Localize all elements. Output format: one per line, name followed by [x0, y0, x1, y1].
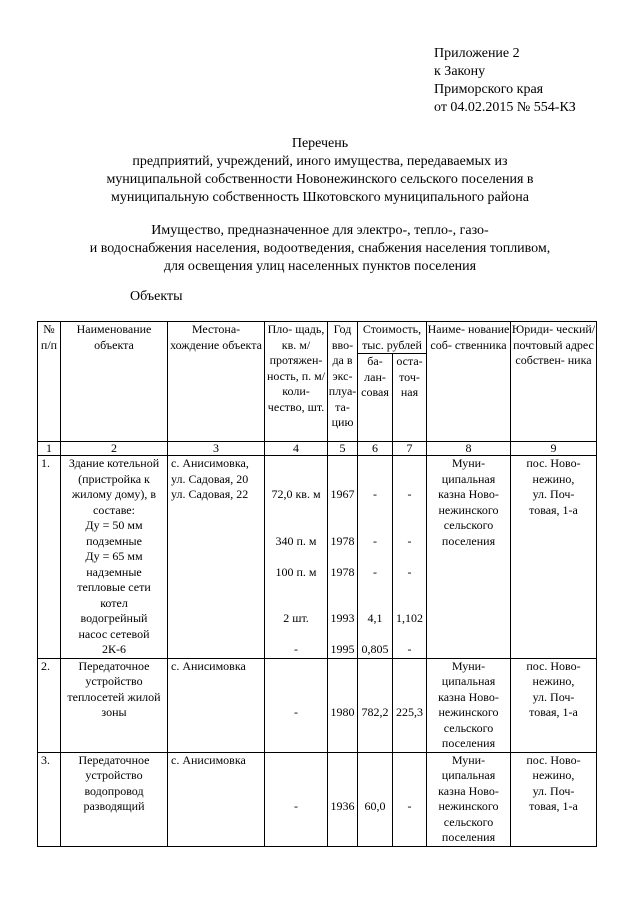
- balance-line: [358, 674, 392, 690]
- balance-line: [358, 690, 392, 706]
- year-line: 1980: [330, 705, 355, 719]
- owner-line: Муни-: [451, 456, 486, 470]
- year-line: [328, 784, 357, 800]
- area-line: [265, 830, 327, 846]
- cell-area: [265, 658, 328, 752]
- subtitle-line: для освещения улиц населенных пунктов поселения: [163, 259, 477, 274]
- location-line: ул. Садовая, 20: [171, 471, 249, 486]
- residual-line: [393, 768, 426, 784]
- table-row: [38, 658, 597, 752]
- year-line: [328, 736, 357, 752]
- balance-line: 0,805: [361, 642, 389, 656]
- name-line: теплосетей жилой: [67, 689, 161, 704]
- residual-line: -: [407, 799, 412, 813]
- address-line: ул. Поч-: [532, 689, 575, 704]
- cell-residual: [393, 752, 427, 846]
- owner-line: нежинского: [438, 705, 499, 719]
- title-line: Перечень: [291, 136, 349, 151]
- area-line: [265, 736, 327, 752]
- appendix-line: Приморского края: [434, 82, 544, 97]
- name-line: разводящий: [83, 799, 145, 813]
- cell-year: [328, 658, 358, 752]
- year-line: [328, 503, 357, 519]
- area-line: [265, 674, 327, 690]
- area-line: [265, 784, 327, 800]
- name-line: надземные: [86, 564, 142, 579]
- name-line: Ду = 50 мм: [85, 518, 143, 532]
- residual-line: [393, 503, 426, 519]
- location-line: с. Анисимовка: [171, 752, 246, 767]
- col-number: 1: [38, 442, 61, 456]
- cell-name: [61, 658, 168, 752]
- name-line: тепловые сети: [77, 580, 151, 594]
- year-line: [328, 830, 357, 846]
- header-year: Год вво- да в экс- плуа- та- цию: [328, 322, 358, 442]
- owner-line: поселения: [441, 533, 496, 548]
- owner-line: ципальная: [441, 674, 496, 688]
- cell-balance: [358, 752, 393, 846]
- residual-line: [393, 627, 426, 643]
- appendix-line: от 04.02.2015 № 554-КЗ: [434, 100, 576, 115]
- balance-line: [358, 736, 392, 752]
- area-line: 340 п. м: [275, 533, 317, 548]
- balance-line: [358, 815, 392, 831]
- balance-line: [358, 549, 392, 565]
- balance-line: 782,2: [361, 705, 389, 719]
- address-line: пос. Ново-: [526, 456, 581, 470]
- property-table: [37, 321, 597, 847]
- location-line: ул. Садовая, 22: [171, 487, 249, 501]
- area-line: -: [294, 642, 298, 656]
- owner-line: ципальная: [441, 768, 496, 782]
- cell-name: [61, 752, 168, 846]
- area-line: [265, 753, 327, 769]
- header-cost-balance: ба- лан- совая: [358, 354, 393, 442]
- residual-line: [393, 659, 426, 675]
- owner-line: поселения: [441, 830, 496, 844]
- table-row: [38, 456, 597, 659]
- col-number: 3: [168, 442, 265, 456]
- owner-line: нежинского: [438, 502, 499, 517]
- name-line: водогрейный: [80, 611, 148, 625]
- name-line: [61, 830, 167, 846]
- header-area: Пло- щадь, кв. м/ протяжен- ность, п. м/ коли- чество, шт.: [265, 322, 328, 442]
- year-line: [328, 580, 357, 596]
- balance-line: 60,0: [364, 799, 386, 813]
- area-line: [265, 768, 327, 784]
- name-line: зоны: [101, 705, 127, 719]
- document-title: [0, 135, 640, 207]
- balance-line: [358, 472, 392, 488]
- owner-line: Муни-: [451, 752, 486, 767]
- title-line: муниципальную собственность Шкотовского муниципального района: [111, 190, 529, 205]
- section-label: Объекты: [130, 289, 183, 304]
- col-number: 2: [61, 442, 168, 456]
- name-line: 2К-6: [102, 642, 126, 656]
- year-line: [328, 627, 357, 643]
- area-line: [265, 518, 327, 534]
- cell-location: [168, 456, 265, 659]
- residual-line: [393, 736, 426, 752]
- name-line: Передаточное: [78, 752, 150, 767]
- residual-line: [393, 596, 426, 612]
- balance-line: [358, 456, 392, 472]
- area-line: 2 шт.: [283, 611, 309, 625]
- residual-line: 225,3: [396, 705, 423, 719]
- name-line: насос сетевой: [78, 626, 150, 641]
- title-line: предприятий, учреждений, иного имущества, передаваемых из: [132, 154, 508, 169]
- balance-line: [358, 503, 392, 519]
- owner-line: поселения: [441, 736, 496, 750]
- area-line: 72,0 кв. м: [271, 487, 321, 501]
- area-line: [265, 472, 327, 488]
- col-number: 7: [393, 442, 427, 456]
- area-line: [265, 456, 327, 472]
- balance-line: [358, 753, 392, 769]
- area-line: [265, 627, 327, 643]
- cell-address: [511, 658, 597, 752]
- balance-line: [358, 596, 392, 612]
- area-line: [265, 549, 327, 565]
- name-line: устройство: [85, 674, 143, 688]
- name-line: подземные: [86, 533, 142, 548]
- name-line: Передаточное: [78, 658, 150, 673]
- year-line: [328, 456, 357, 472]
- cell-balance: [358, 456, 393, 659]
- year-line: [328, 768, 357, 784]
- header-num: № п/п: [38, 322, 61, 442]
- residual-line: [393, 721, 426, 737]
- balance-line: [358, 659, 392, 675]
- year-line: 1995: [330, 642, 355, 656]
- year-line: [328, 815, 357, 831]
- row-number: 2.: [38, 658, 61, 752]
- cell-balance: [358, 658, 393, 752]
- owner-line: нежинского: [438, 799, 499, 813]
- address-line: товая, 1-а: [529, 502, 578, 517]
- residual-line: -: [407, 564, 412, 579]
- cell-location: [168, 752, 265, 846]
- balance-line: -: [373, 533, 377, 548]
- cell-area: [265, 752, 328, 846]
- year-line: 1978: [330, 533, 355, 548]
- cell-address: [511, 752, 597, 846]
- col-number: 8: [427, 442, 511, 456]
- address-line: ул. Поч-: [532, 487, 575, 501]
- year-line: [328, 596, 357, 612]
- balance-line: [358, 580, 392, 596]
- balance-line: -: [373, 564, 377, 579]
- year-line: [328, 674, 357, 690]
- year-line: [328, 721, 357, 737]
- area-line: [265, 596, 327, 612]
- owner-line: сельского: [443, 720, 494, 735]
- table-header-row: [38, 322, 597, 354]
- cell-address: [511, 456, 597, 659]
- residual-line: [393, 784, 426, 800]
- cell-residual: [393, 456, 427, 659]
- subtitle-line: и водоснабжения населения, водоотведения, снабжения населения топливом,: [89, 241, 551, 256]
- cell-owner: [427, 658, 511, 752]
- balance-line: 4,1: [367, 611, 383, 625]
- residual-line: [393, 549, 426, 565]
- appendix-line: к Закону: [434, 64, 486, 79]
- residual-line: -: [407, 533, 412, 548]
- residual-line: -: [407, 642, 412, 656]
- address-line: нежино,: [532, 674, 575, 688]
- year-line: [328, 518, 357, 534]
- location-line: с. Анисимовка,: [171, 456, 249, 470]
- document-subtitle: [0, 222, 640, 276]
- col-number: 6: [358, 442, 393, 456]
- name-line: (пристройка к: [78, 471, 150, 486]
- subtitle-line: Имущество, предназначенное для электро-, тепло-, газо-: [151, 223, 489, 238]
- header-owner-address: Юриди- ческий/ почтовый адрес собствен- ника: [511, 322, 597, 442]
- owner-line: Муни-: [451, 658, 486, 673]
- row-number: 1.: [38, 456, 61, 659]
- year-line: 1967: [330, 487, 355, 501]
- name-line: Ду = 65 мм: [85, 549, 143, 563]
- balance-line: [358, 518, 392, 534]
- year-line: [328, 549, 357, 565]
- residual-line: 1,102: [396, 611, 423, 625]
- location-line: с. Анисимовка: [171, 658, 246, 673]
- name-line: [61, 721, 167, 737]
- address-line: ул. Поч-: [532, 783, 575, 798]
- balance-line: [358, 627, 392, 643]
- name-line: водопровод: [84, 783, 144, 798]
- owner-line: казна Ново-: [438, 487, 499, 501]
- header-cost-group: Стоимость, тыс. рублей: [358, 322, 427, 354]
- balance-line: [358, 768, 392, 784]
- residual-line: [393, 690, 426, 706]
- cell-year: [328, 752, 358, 846]
- owner-line: казна Ново-: [438, 689, 499, 704]
- cell-location: [168, 658, 265, 752]
- appendix-block: [434, 45, 576, 117]
- area-line: [265, 659, 327, 675]
- cell-area: [265, 456, 328, 659]
- name-line: устройство: [85, 768, 143, 782]
- area-line: [265, 503, 327, 519]
- residual-line: [393, 580, 426, 596]
- col-number: 4: [265, 442, 328, 456]
- header-cost-residual: оста- точ- ная: [393, 354, 427, 442]
- address-line: товая, 1-а: [529, 705, 578, 719]
- year-line: [328, 753, 357, 769]
- residual-line: [393, 830, 426, 846]
- owner-line: казна Ново-: [438, 783, 499, 798]
- name-line: жилому дому), в: [71, 487, 157, 501]
- column-number-row: [38, 442, 597, 456]
- cell-owner: [427, 752, 511, 846]
- residual-line: [393, 456, 426, 472]
- name-line: Здание котельной: [68, 456, 160, 470]
- area-line: 100 п. м: [275, 564, 317, 579]
- col-number: 9: [511, 442, 597, 456]
- address-line: пос. Ново-: [526, 658, 581, 673]
- year-line: [328, 659, 357, 675]
- address-line: нежино,: [532, 768, 575, 782]
- cell-year: [328, 456, 358, 659]
- owner-line: сельского: [443, 814, 494, 829]
- residual-line: [393, 472, 426, 488]
- name-line: составе:: [93, 502, 135, 517]
- area-line: -: [294, 705, 298, 719]
- area-line: [265, 690, 327, 706]
- title-line: муниципальной собственности Новонежинского сельского поселения в: [106, 172, 534, 187]
- year-line: 1978: [330, 564, 355, 579]
- year-line: 1993: [330, 611, 355, 625]
- address-line: нежино,: [532, 471, 575, 486]
- header-owner-name: Наиме- нование соб- ственника: [427, 322, 511, 442]
- balance-line: [358, 830, 392, 846]
- owner-line: ципальная: [441, 471, 496, 486]
- year-line: [328, 472, 357, 488]
- residual-line: [393, 815, 426, 831]
- year-line: [328, 690, 357, 706]
- name-line: [61, 736, 167, 752]
- residual-line: -: [407, 487, 412, 501]
- cell-residual: [393, 658, 427, 752]
- year-line: 1936: [330, 799, 355, 813]
- cell-owner: [427, 456, 511, 659]
- residual-line: [393, 674, 426, 690]
- area-line: [265, 815, 327, 831]
- area-line: [265, 580, 327, 596]
- col-number: 5: [328, 442, 358, 456]
- name-line: котел: [100, 595, 128, 610]
- area-line: -: [294, 799, 298, 813]
- balance-line: -: [373, 487, 377, 501]
- residual-line: [393, 753, 426, 769]
- cell-name: [61, 456, 168, 659]
- name-line: [61, 815, 167, 831]
- residual-line: [393, 518, 426, 534]
- address-line: товая, 1-а: [529, 799, 578, 813]
- appendix-line: Приложение 2: [434, 46, 520, 61]
- header-location: Местона- хождение объекта: [168, 322, 265, 442]
- table-row: [38, 752, 597, 846]
- balance-line: [358, 784, 392, 800]
- area-line: [265, 721, 327, 737]
- address-line: пос. Ново-: [526, 752, 581, 767]
- header-name: Наименование объекта: [61, 322, 168, 442]
- balance-line: [358, 721, 392, 737]
- row-number: 3.: [38, 752, 61, 846]
- owner-line: сельского: [443, 518, 494, 532]
